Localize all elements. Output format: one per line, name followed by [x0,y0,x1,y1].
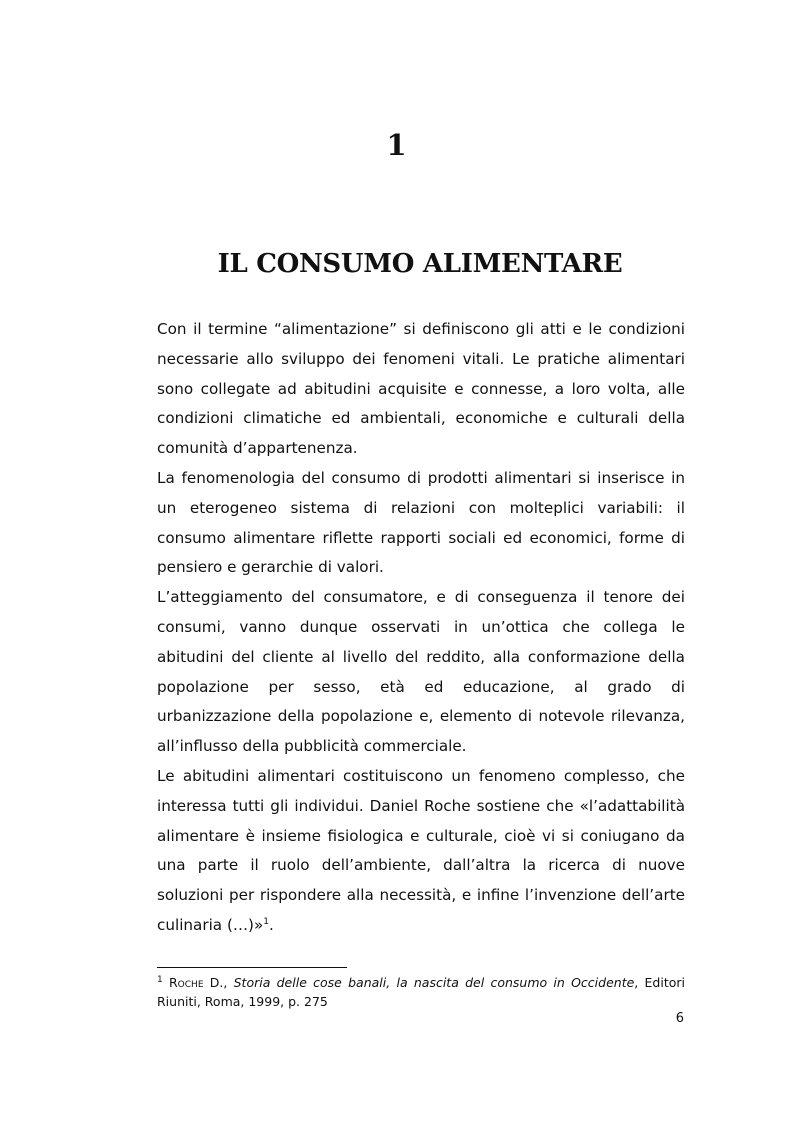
chapter-title: IL CONSUMO ALIMENTARE [217,249,623,279]
footnote [157,973,685,1011]
paragraph: Con il termine “alimentazione” si definiscono gli atti e le condizioni necessarie allo sviluppo dei fenomeni vitali. Le pratiche alimentari sono collegate ad abitudini acquisite e connesse, a loro volta, alle condizioni climatiche ed ambientali, economiche e culturali della comunità d’appartenenza. [157,320,685,458]
footnote-divider [157,967,347,968]
footnote-title: Storia delle cose banali, la nascita del consumo in Occidente [233,975,635,990]
paragraph [157,762,685,941]
paragraph-end: . [269,915,274,934]
body-text [157,315,685,941]
footnote-publication: , Editori Riuniti, Roma, 1999, p. 275 [157,975,685,1009]
footnote-reference[interactable]: 1 [263,916,270,927]
paragraph: La fenomenologia del consumo di prodotti alimentari si inserisce in un eterogeneo sistema di relazioni con molteplici variabili: il consumo alimentare riflette rapporti sociali ed economici, forme di pensiero e gerarchie di valori. [157,468,685,577]
paragraph-text: Le abitudini alimentari costituiscono un fenomeno complesso, che interessa tutti gli individui. Daniel Roche sostiene che «l’adattabilità alimentare è insieme fisiologica e culturale, cioè vi si coniugano da una parte il ruolo dell’ambiente, dall’altra la ricerca di nuove soluzioni per rispondere alla necessità, e infine l’invenzione dell’arte culinaria (…)» [157,766,685,934]
footnote-marker: 1 [157,974,163,985]
paragraph: L’atteggiamento del consumatore, e di conseguenza il tenore dei consumi, vanno dunque osservati in un’ottica che collega le abitudini del cliente al livello del reddito, alla conformazione della popolazione per sesso, età ed educazione, al grado di urbanizzazione della popolazione e, elemento di notevole rilevanza, all’influsso della pubblicità commerciale. [157,588,685,756]
footnote-author: Roche D., [169,975,228,990]
chapter-number: 1 [386,128,407,162]
page-number: 6 [675,1011,684,1026]
